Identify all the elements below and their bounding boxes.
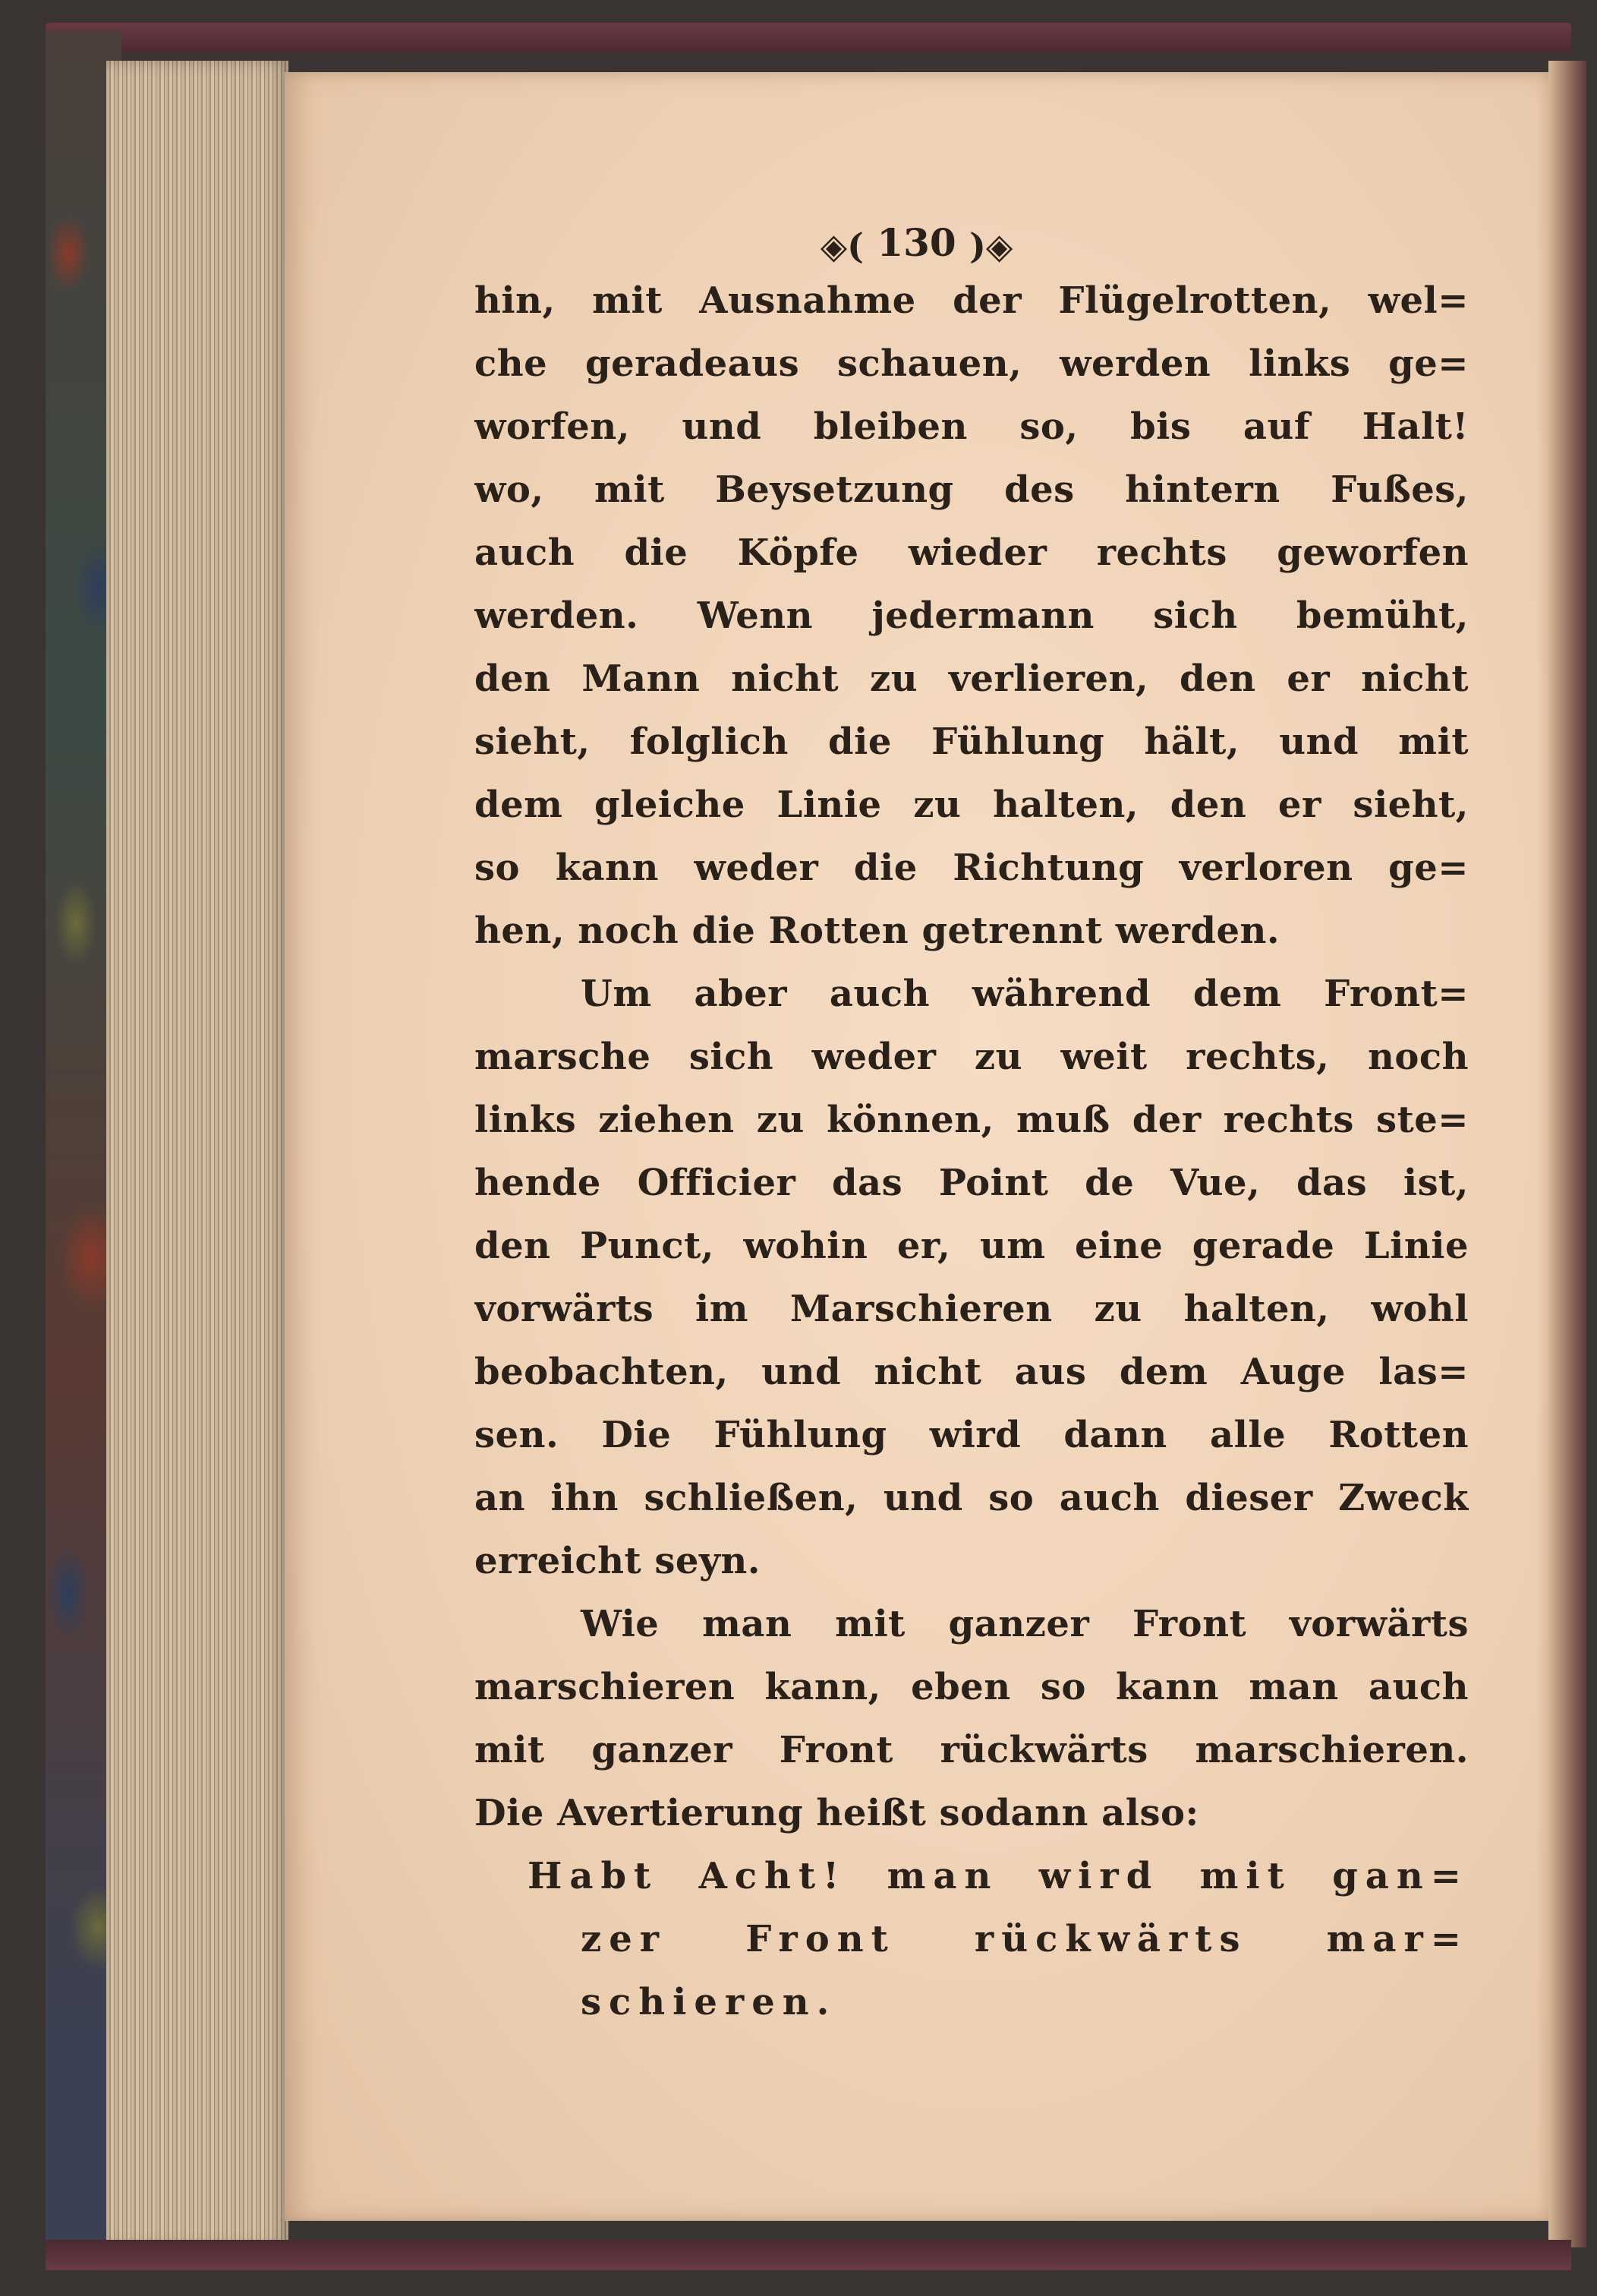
text-line: worfen, und bleiben so, bis auf Halt! [474, 405, 1469, 448]
command-line: Habt Acht! man wird mit gan= [528, 1855, 1469, 1897]
text-line: che geradeaus schauen, werden links ge= [474, 342, 1469, 385]
text-line: beobachten, und nicht aus dem Auge las= [474, 1351, 1469, 1393]
page-number: 130 [877, 220, 956, 265]
text-line: marsche sich weder zu weit rechts, noch [474, 1036, 1469, 1078]
book-bottom-edge [46, 2240, 1571, 2270]
command-line: zer Front rückwärts mar= [581, 1918, 1469, 1960]
text-line: werden. Wenn jedermann sich bemüht, [474, 594, 1469, 637]
text-line: erreicht seyn. [474, 1540, 761, 1582]
text-line: Wie man mit ganzer Front vorwärts [581, 1603, 1469, 1645]
text-line: sieht, folglich die Fühlung hält, und mit [474, 721, 1469, 763]
text-line: vorwärts im Marschieren zu halten, wohl [474, 1288, 1469, 1330]
text-line: mit ganzer Front rückwärts marschieren. [474, 1729, 1469, 1771]
text-line: dem gleiche Linie zu halten, den er sieht, [474, 784, 1469, 826]
text-line: marschieren kann, eben so kann man auch [474, 1666, 1469, 1708]
text-line: sen. Die Fühlung wird dann alle Rotten [474, 1414, 1469, 1456]
text-line: wo, mit Beysetzung des hintern Fußes, [474, 468, 1469, 511]
book-top-edge [46, 23, 1571, 53]
text-line: an ihn schließen, und so auch dieser Zweck [474, 1477, 1469, 1519]
text-line: den Mann nicht zu verlieren, den er nicht [474, 658, 1469, 700]
page-edges-stack [106, 61, 288, 2247]
page-body-text [474, 270, 1469, 2034]
text-line: so kann weder die Richtung verloren ge= [474, 847, 1469, 889]
text-line: auch die Köpfe wieder rechts geworfen [474, 531, 1469, 574]
text-line: Um aber auch während dem Front= [581, 973, 1469, 1015]
ornament-left-icon: ◈( [820, 226, 864, 266]
page-header [285, 220, 1548, 266]
command-line: schieren. [581, 1981, 837, 2023]
text-line: hen, noch die Rotten getrennt werden. [474, 910, 1280, 952]
right-gutter [1548, 61, 1586, 2247]
text-line: hin, mit Ausnahme der Flügelrotten, wel= [474, 279, 1469, 322]
book-page [285, 72, 1548, 2221]
text-line: hende Officier das Point de Vue, das ist, [474, 1162, 1469, 1204]
text-line: Die Avertierung heißt sodann also: [474, 1792, 1199, 1834]
text-line: links ziehen zu können, muß der rechts ste= [474, 1099, 1469, 1141]
text-line: den Punct, wohin er, um eine gerade Linie [474, 1225, 1469, 1267]
ornament-right-icon: )◈ [969, 226, 1013, 266]
